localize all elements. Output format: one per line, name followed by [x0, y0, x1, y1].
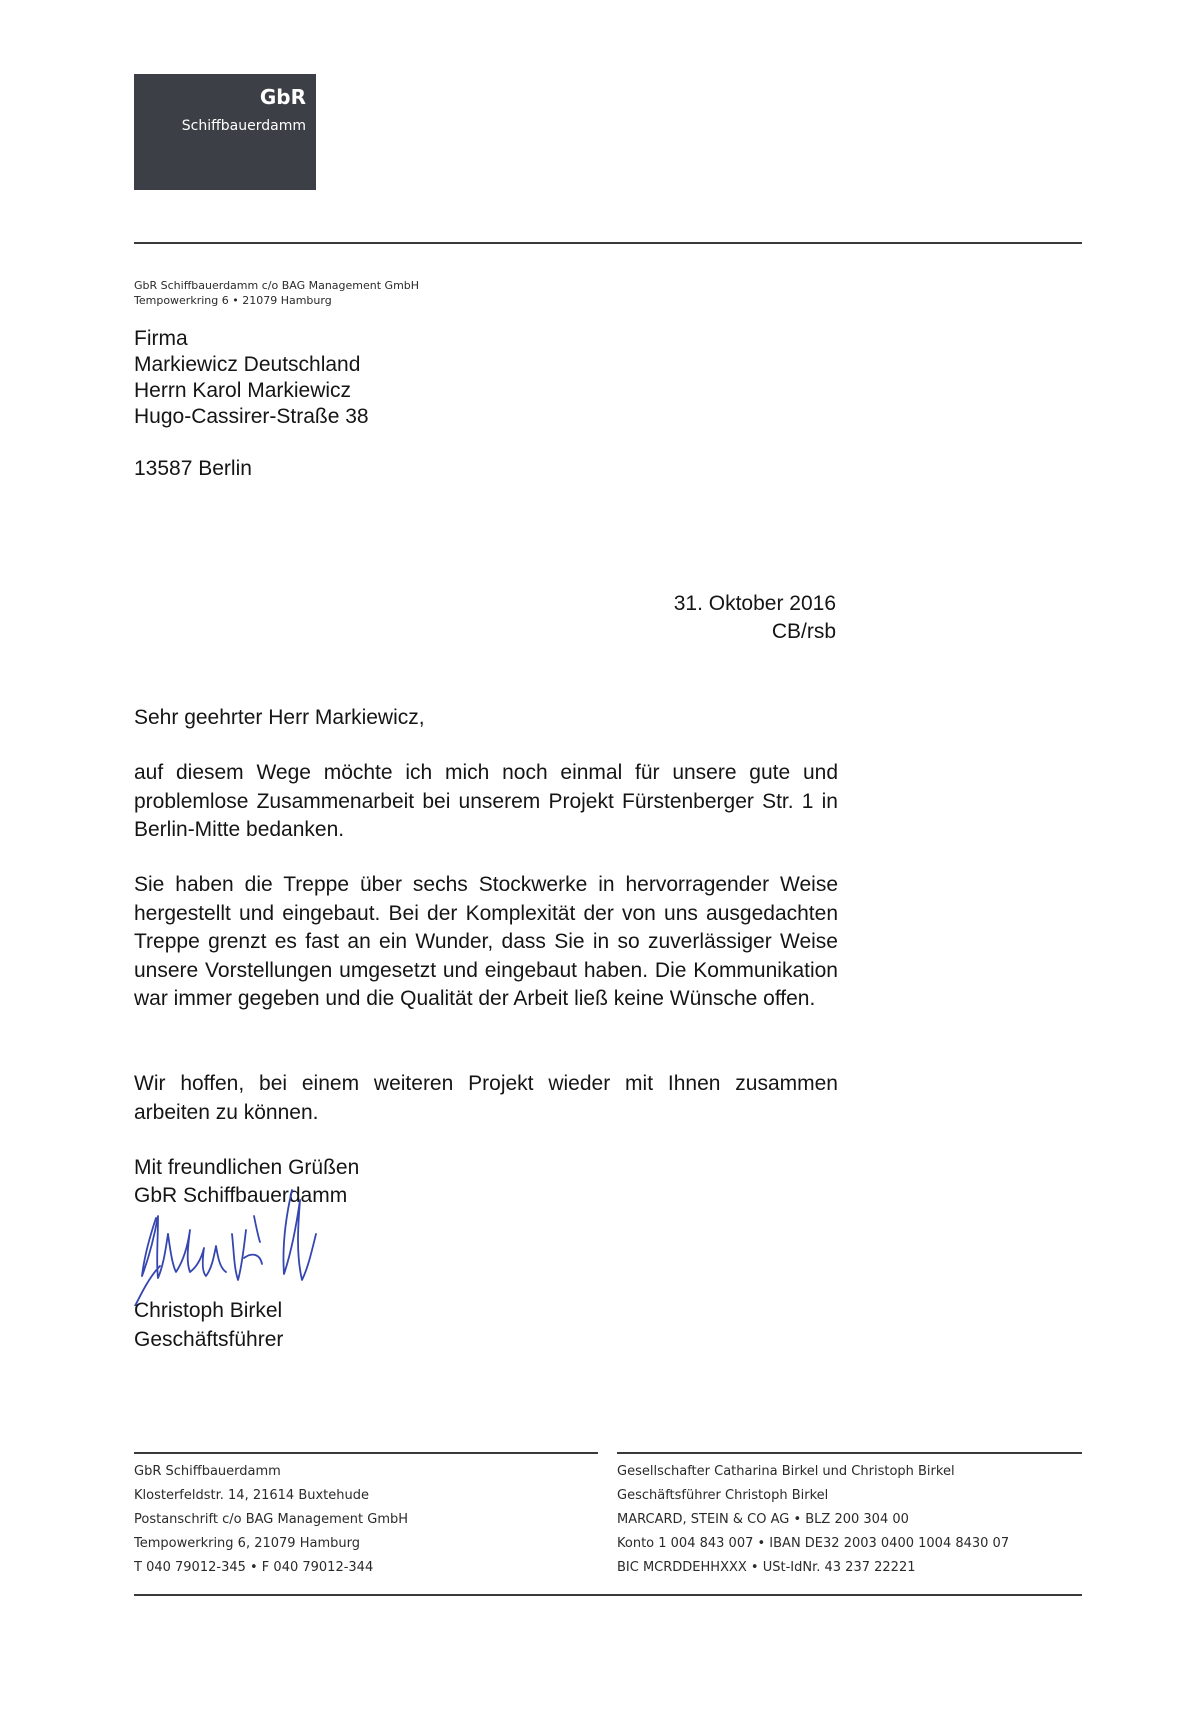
logo-line-1: GbR	[259, 85, 306, 109]
footer-right-line: MARCARD, STEIN & CO AG • BLZ 200 304 00	[617, 1512, 909, 1527]
letter-date: 31. Oktober 2016	[673, 592, 836, 615]
footer-right	[617, 1460, 1009, 1580]
closing-greeting: Mit freundlichen Grüßen	[134, 1156, 360, 1179]
recipient-person: Herrn Karol Markiewicz	[134, 379, 352, 402]
sender-return-address	[134, 278, 419, 308]
footer-left	[134, 1460, 408, 1580]
recipient-city: 13587 Berlin	[134, 457, 252, 480]
footer-left-line: T 040 79012-345 • F 040 79012-344	[134, 1560, 374, 1575]
footer-right-line: Geschäftsführer Christoph Birkel	[617, 1488, 829, 1503]
footer-left-line: Tempowerkring 6, 21079 Hamburg	[134, 1536, 360, 1551]
body-paragraph: Wir hoffen, bei einem weiteren Projekt wieder mit Ihnen zusammen arbeiten zu können.	[134, 1072, 838, 1124]
footer-left-line: GbR Schiffbauerdamm	[134, 1464, 281, 1479]
footer-left-line: Klosterfeldstr. 14, 21614 Buxtehude	[134, 1488, 369, 1503]
date-block	[674, 590, 836, 646]
recipient-company: Markiewicz Deutschland	[134, 353, 361, 376]
salutation: Sehr geehrter Herr Markiewicz,	[134, 706, 425, 729]
footer-rule-left	[134, 1452, 598, 1454]
signer-block	[134, 1296, 283, 1354]
closing-company: GbR Schiffbauerdamm	[134, 1184, 348, 1207]
recipient-company-label: Firma	[134, 327, 188, 350]
recipient-street: Hugo-Cassirer-Straße 38	[134, 405, 369, 428]
footer-bottom-rule	[134, 1594, 1082, 1596]
handwritten-signature	[128, 1176, 428, 1306]
recipient-address	[134, 326, 369, 430]
sender-line-2: Tempowerkring 6 • 21079 Hamburg	[134, 294, 332, 307]
body-paragraph: auf diesem Wege möchte ich mich noch einmal für unsere gute und problemlose Zusammenarbeit bei unserem Projekt Fürstenberger Str. 1 in Berlin-Mitte bedanken.	[134, 761, 838, 841]
footer-right-line: Konto 1 004 843 007 • IBAN DE32 2003 0400 1004 8430 07	[617, 1536, 1010, 1551]
signer-name: Christoph Birkel	[134, 1299, 283, 1322]
body-paragraph: Sie haben die Treppe über sechs Stockwerke in hervorragender Weise hergestellt und eingebaut. Bei der Komplexität der von uns ausgedachten Treppe grenzt es fast an ein Wunder, dass Sie in so zuverlässiger Weise unsere Vorstellungen umgesetzt und eingebaut haben. Die Kommunikation war immer gegeben und die Qualität der Arbeit ließ keine Wünsche offen.	[134, 873, 838, 1010]
sender-line-1: GbR Schiffbauerdamm c/o BAG Management GmbH	[134, 279, 420, 292]
letter-reference: CB/rsb	[771, 620, 836, 643]
company-logo	[134, 74, 316, 190]
footer-right-line: Gesellschafter Catharina Birkel und Christoph Birkel	[617, 1464, 955, 1479]
footer-rule-right	[617, 1452, 1082, 1454]
footer-right-line: BIC MCRDDEHHXXX • USt-IdNr. 43 237 22221	[617, 1560, 916, 1575]
logo-line-2: Schiffbauerdamm	[181, 118, 306, 134]
footer-left-line: Postanschrift c/o BAG Management GmbH	[134, 1512, 409, 1527]
header-rule	[134, 242, 1082, 244]
signer-title: Geschäftsführer	[134, 1328, 284, 1351]
